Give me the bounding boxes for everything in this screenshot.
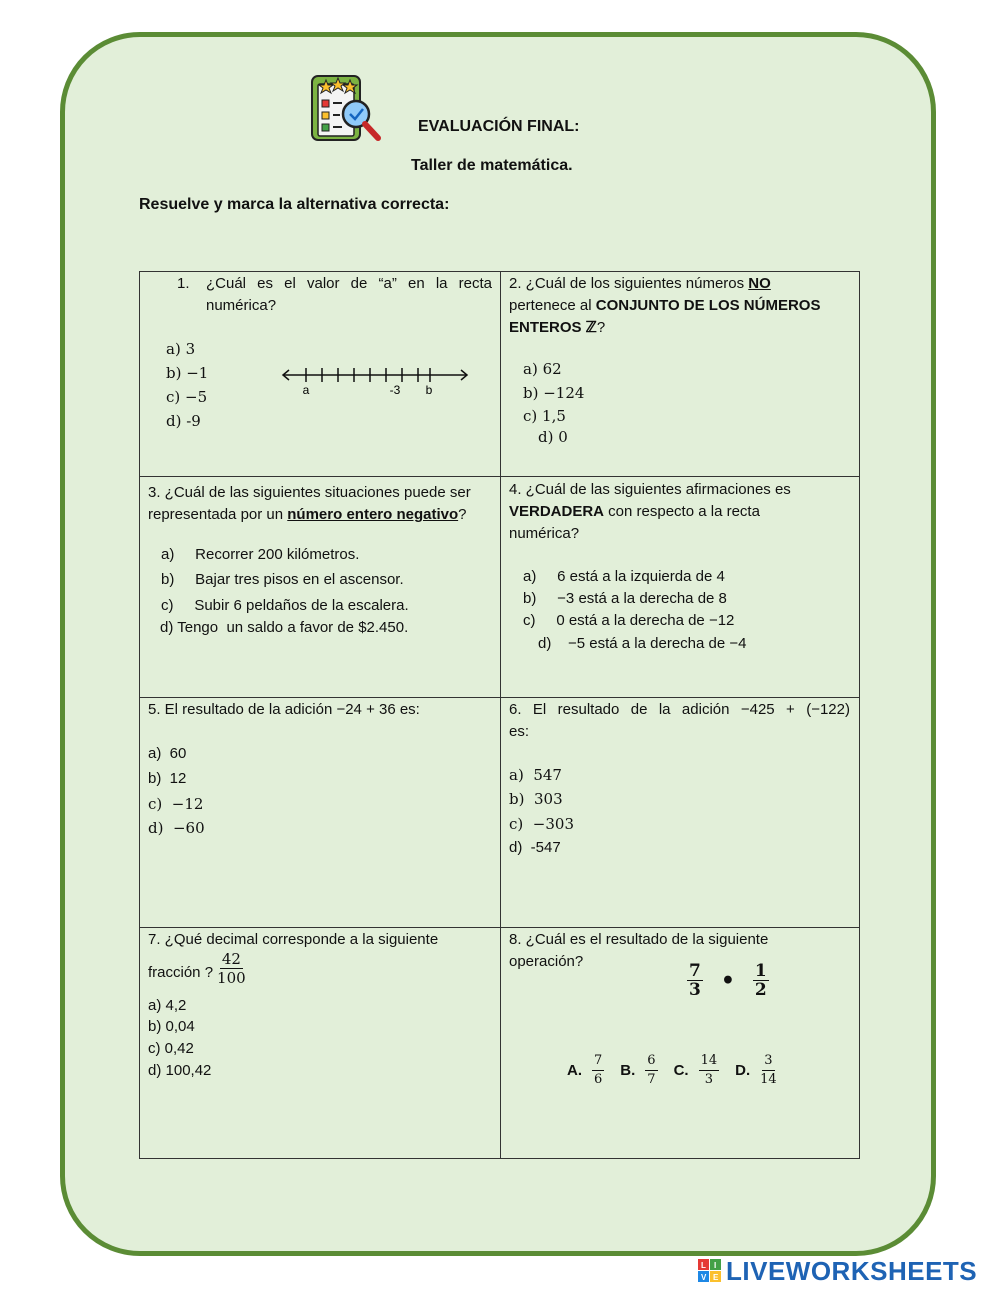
q3-text-line1: 3. ¿Cuál de las siguientes situaciones puede ser bbox=[148, 484, 471, 501]
q1-number: 1. bbox=[177, 275, 190, 292]
q3-option-a[interactable]: a) Recorrer 200 kilómetros. bbox=[161, 546, 360, 563]
multiply-dot-icon: • bbox=[720, 967, 735, 994]
q8-options bbox=[567, 1052, 777, 1089]
q3-option-d[interactable]: d) Tengo un saldo a favor de $2.450. bbox=[160, 619, 409, 636]
question-6-cell bbox=[501, 698, 860, 928]
q6-option-b[interactable]: b) 303 bbox=[509, 790, 563, 808]
q1-option-d[interactable]: d) -9 bbox=[166, 412, 201, 430]
q7-option-a[interactable]: a) 4,2 bbox=[148, 997, 187, 1014]
q8-option-d[interactable]: $\frac{3}{14}$ bbox=[760, 1053, 777, 1087]
q4-option-b[interactable]: b) −3 está a la derecha de 8 bbox=[523, 590, 727, 607]
q7-text-line2: fracción ? $\frac{42}{100}$ bbox=[148, 950, 246, 987]
number-line-diagram bbox=[280, 364, 472, 396]
q2-option-b[interactable]: b) −124 bbox=[523, 384, 585, 402]
liveworksheets-brand[interactable] bbox=[698, 1256, 977, 1286]
q7-text-line1: 7. ¿Qué decimal corresponde a la siguiente bbox=[148, 931, 439, 948]
q8-option-d-letter[interactable]: D. bbox=[735, 1061, 751, 1079]
q5-text: 5. El resultado de la adición −24 + 36 es: bbox=[148, 701, 420, 718]
svg-text:L: L bbox=[701, 1261, 706, 1270]
q2-option-a[interactable]: a) 62 bbox=[523, 360, 562, 378]
number-line-label-b: b bbox=[425, 383, 433, 396]
q1-text-line2: numérica? bbox=[206, 297, 277, 314]
question-8-cell bbox=[501, 928, 860, 1159]
q8-option-a[interactable]: $\frac{7}{6}$ bbox=[594, 1053, 603, 1087]
q7-option-c[interactable]: c) 0,42 bbox=[148, 1040, 194, 1057]
q8-option-c-letter[interactable]: C. bbox=[673, 1061, 689, 1079]
q2-text-line3: ENTEROS ℤ? bbox=[509, 319, 606, 336]
instruction-text: Resuelve y marca la alternativa correcta: bbox=[139, 196, 450, 213]
q1-option-c[interactable]: c) −5 bbox=[166, 388, 208, 406]
q8-left-fraction: $\frac{7}{3}$ bbox=[689, 961, 701, 1000]
q4-option-c[interactable]: c) 0 está a la derecha de −12 bbox=[523, 612, 735, 629]
q6-option-a[interactable]: a) 547 bbox=[509, 766, 562, 784]
q8-option-b[interactable]: $\frac{6}{7}$ bbox=[647, 1053, 656, 1087]
evaluation-clipboard-icon bbox=[308, 72, 384, 144]
q5-option-b[interactable]: b) 12 bbox=[148, 770, 187, 787]
q8-option-c[interactable]: $\frac{14}{3}$ bbox=[700, 1053, 718, 1087]
question-2-cell bbox=[501, 272, 860, 477]
liveworksheets-wordmark: LIVEWORKSHEETS bbox=[726, 1255, 978, 1286]
q2-option-d[interactable]: d) 0 bbox=[538, 428, 568, 446]
q8-right-fraction: $\frac{1}{2}$ bbox=[754, 961, 767, 1000]
q2-option-c[interactable]: c) 1,5 bbox=[523, 407, 566, 425]
q4-text-line1: 4. ¿Cuál de las siguientes afirmaciones es bbox=[509, 481, 791, 498]
q6-text-line1: 6. El resultado de la adición −425 + (−122) bbox=[509, 701, 850, 718]
question-4-cell bbox=[501, 477, 860, 698]
q6-option-c[interactable]: c) −303 bbox=[509, 815, 574, 833]
q6-option-d[interactable]: d) -547 bbox=[509, 839, 561, 856]
question-5-cell bbox=[140, 698, 501, 928]
q4-text-line2: VERDADERA con respecto a la recta bbox=[509, 503, 760, 520]
q7-fraction: $\frac{42}{100}$ bbox=[217, 950, 246, 987]
question-7-cell bbox=[140, 928, 501, 1159]
q3-text-line2: representada por un número entero negativo? bbox=[148, 506, 467, 523]
q4-option-d[interactable]: d) −5 está a la derecha de −4 bbox=[538, 635, 747, 652]
q8-operation bbox=[687, 962, 769, 999]
q4-text-line3: numérica? bbox=[509, 525, 580, 542]
q6-text-line2: es: bbox=[509, 723, 530, 740]
q5-option-a[interactable]: a) 60 bbox=[148, 745, 187, 762]
q3-option-b[interactable]: b) Bajar tres pisos en el ascensor. bbox=[161, 571, 404, 588]
q3-option-c[interactable]: c) Subir 6 peldaños de la escalera. bbox=[161, 597, 409, 614]
q1-text-line1: ¿Cuál es el valor de “a” en la recta bbox=[206, 275, 492, 292]
questions-table bbox=[139, 271, 860, 1159]
q2-text-line1: 2. ¿Cuál de los siguientes números NO bbox=[509, 275, 771, 292]
q7-option-d[interactable]: d) 100,42 bbox=[148, 1062, 212, 1079]
liveworksheets-logo-icon bbox=[698, 1259, 722, 1283]
q5-option-c[interactable]: c) −12 bbox=[148, 795, 204, 813]
q5-option-d[interactable]: d) −60 bbox=[148, 819, 205, 837]
page-subtitle: Taller de matemática. bbox=[411, 157, 573, 174]
q1-option-b[interactable]: b) −1 bbox=[166, 364, 209, 382]
number-line-label-neg3: -3 bbox=[389, 383, 401, 396]
number-line-label-a: a bbox=[302, 383, 310, 396]
q8-text-line2: operación? bbox=[509, 953, 584, 970]
q8-text-line1: 8. ¿Cuál es el resultado de la siguiente bbox=[509, 931, 769, 948]
q8-option-b-letter[interactable]: B. bbox=[620, 1061, 636, 1079]
q8-option-a-letter[interactable]: A. bbox=[567, 1061, 582, 1079]
page-title: EVALUACIÓN FINAL: bbox=[418, 118, 580, 135]
q2-text-line2: pertenece al CONJUNTO DE LOS NÚMEROS bbox=[509, 297, 821, 314]
question-3-cell bbox=[140, 477, 501, 698]
svg-text:V: V bbox=[701, 1273, 707, 1282]
svg-text:E: E bbox=[713, 1273, 719, 1282]
q1-option-a[interactable]: a) 3 bbox=[166, 340, 196, 358]
svg-text:I: I bbox=[714, 1261, 717, 1270]
question-1-cell bbox=[140, 272, 501, 477]
q4-option-a[interactable]: a) 6 está a la izquierda de 4 bbox=[523, 568, 725, 585]
q7-option-b[interactable]: b) 0,04 bbox=[148, 1018, 195, 1035]
